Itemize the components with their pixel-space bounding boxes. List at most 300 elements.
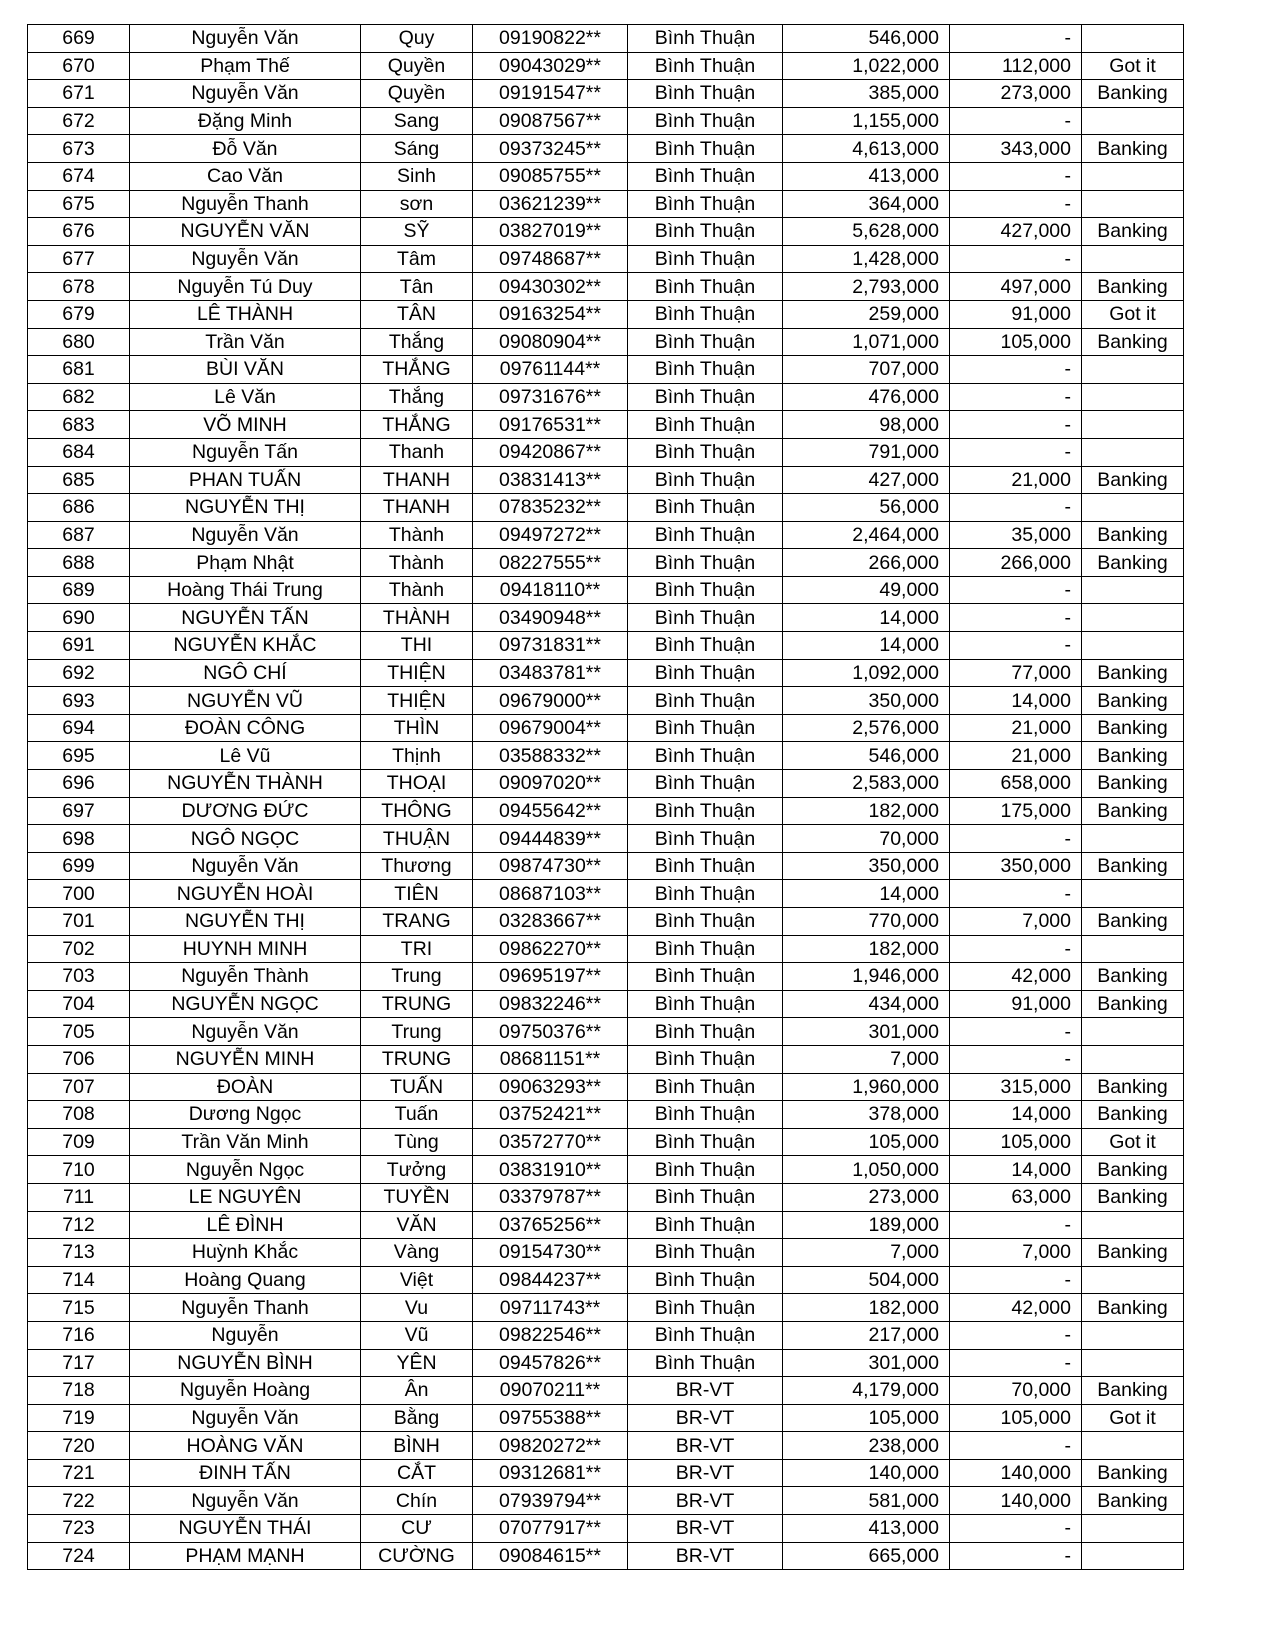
table-row — [28, 1101, 1184, 1129]
data-table — [27, 24, 1184, 1570]
row-number: 688 — [28, 549, 130, 577]
surname-cell: Hoàng Quang — [130, 1266, 361, 1294]
surname-cell: NGÔ NGỌC — [130, 825, 361, 853]
method-cell: Got it — [1082, 1128, 1184, 1156]
amount-cell: 1,946,000 — [783, 963, 950, 991]
phone-cell: 09457826** — [473, 1349, 628, 1377]
row-number: 671 — [28, 80, 130, 108]
phone-cell: 07077917** — [473, 1515, 628, 1543]
table-row — [28, 1045, 1184, 1073]
amount-cell: 14,000 — [783, 880, 950, 908]
paid-cell: - — [950, 1045, 1082, 1073]
amount-cell: 665,000 — [783, 1542, 950, 1570]
paid-cell: - — [950, 1211, 1082, 1239]
amount-cell: 2,464,000 — [783, 521, 950, 549]
method-cell — [1082, 1266, 1184, 1294]
surname-cell: NGUYỄN NGỌC — [130, 990, 361, 1018]
surname-cell: Nguyễn Thanh — [130, 190, 361, 218]
phone-cell: 03588332** — [473, 742, 628, 770]
amount-cell: 546,000 — [783, 25, 950, 53]
paid-cell: 35,000 — [950, 521, 1082, 549]
given-name-cell: Thành — [361, 521, 473, 549]
paid-cell: 350,000 — [950, 852, 1082, 880]
table-row — [28, 1018, 1184, 1046]
given-name-cell: Quyền — [361, 80, 473, 108]
province-cell: Bình Thuận — [628, 742, 783, 770]
table-row — [28, 218, 1184, 246]
amount-cell: 7,000 — [783, 1045, 950, 1073]
row-number: 720 — [28, 1432, 130, 1460]
method-cell — [1082, 1515, 1184, 1543]
amount-cell: 189,000 — [783, 1211, 950, 1239]
phone-cell: 03827019** — [473, 218, 628, 246]
row-number: 708 — [28, 1101, 130, 1129]
given-name-cell: TRI — [361, 935, 473, 963]
row-number: 710 — [28, 1156, 130, 1184]
surname-cell: NGUYỄN THÁI — [130, 1515, 361, 1543]
given-name-cell: Thành — [361, 549, 473, 577]
given-name-cell: SỸ — [361, 218, 473, 246]
phone-cell: 08227555** — [473, 549, 628, 577]
amount-cell: 49,000 — [783, 576, 950, 604]
table-row — [28, 576, 1184, 604]
province-cell: BR-VT — [628, 1404, 783, 1432]
method-cell: Banking — [1082, 852, 1184, 880]
amount-cell: 105,000 — [783, 1404, 950, 1432]
table-row — [28, 1321, 1184, 1349]
province-cell: Bình Thuận — [628, 1321, 783, 1349]
paid-cell: - — [950, 1018, 1082, 1046]
province-cell: Bình Thuận — [628, 245, 783, 273]
province-cell: Bình Thuận — [628, 576, 783, 604]
given-name-cell: Quy — [361, 25, 473, 53]
surname-cell: Phạm Thế — [130, 52, 361, 80]
surname-cell: Lê Văn — [130, 383, 361, 411]
amount-cell: 413,000 — [783, 162, 950, 190]
given-name-cell: THANH — [361, 466, 473, 494]
table-row — [28, 438, 1184, 466]
row-number: 709 — [28, 1128, 130, 1156]
row-number: 716 — [28, 1321, 130, 1349]
given-name-cell: Tâm — [361, 245, 473, 273]
method-cell: Banking — [1082, 659, 1184, 687]
surname-cell: Huỳnh Khắc — [130, 1239, 361, 1267]
table-row — [28, 1349, 1184, 1377]
surname-cell: Nguyễn Văn — [130, 80, 361, 108]
table-row — [28, 604, 1184, 632]
paid-cell: 21,000 — [950, 714, 1082, 742]
phone-cell: 09163254** — [473, 300, 628, 328]
row-number: 704 — [28, 990, 130, 1018]
province-cell: Bình Thuận — [628, 1156, 783, 1184]
method-cell: Banking — [1082, 1183, 1184, 1211]
phone-cell: 03379787** — [473, 1183, 628, 1211]
province-cell: Bình Thuận — [628, 604, 783, 632]
table-row — [28, 466, 1184, 494]
row-number: 719 — [28, 1404, 130, 1432]
amount-cell: 14,000 — [783, 632, 950, 660]
province-cell: Bình Thuận — [628, 190, 783, 218]
amount-cell: 1,155,000 — [783, 107, 950, 135]
surname-cell: NGUYỄN TẤN — [130, 604, 361, 632]
phone-cell: 09820272** — [473, 1432, 628, 1460]
given-name-cell: THÔNG — [361, 797, 473, 825]
phone-cell: 09418110** — [473, 576, 628, 604]
table-row — [28, 1542, 1184, 1570]
method-cell: Banking — [1082, 797, 1184, 825]
amount-cell: 140,000 — [783, 1459, 950, 1487]
paid-cell: 7,000 — [950, 1239, 1082, 1267]
amount-cell: 1,428,000 — [783, 245, 950, 273]
row-number: 701 — [28, 908, 130, 936]
paid-cell: 140,000 — [950, 1459, 1082, 1487]
paid-cell: - — [950, 632, 1082, 660]
paid-cell: 77,000 — [950, 659, 1082, 687]
amount-cell: 70,000 — [783, 825, 950, 853]
table-row — [28, 1266, 1184, 1294]
table-row — [28, 880, 1184, 908]
phone-cell: 09731676** — [473, 383, 628, 411]
method-cell — [1082, 1432, 1184, 1460]
province-cell: BR-VT — [628, 1459, 783, 1487]
row-number: 707 — [28, 1073, 130, 1101]
amount-cell: 266,000 — [783, 549, 950, 577]
table-row — [28, 714, 1184, 742]
given-name-cell: Thương — [361, 852, 473, 880]
method-cell: Banking — [1082, 80, 1184, 108]
surname-cell: Trần Văn Minh — [130, 1128, 361, 1156]
method-cell: Banking — [1082, 135, 1184, 163]
province-cell: Bình Thuận — [628, 1101, 783, 1129]
given-name-cell: TUYỀN — [361, 1183, 473, 1211]
surname-cell: NGUYỄN HOÀI — [130, 880, 361, 908]
given-name-cell: Tuấn — [361, 1101, 473, 1129]
row-number: 696 — [28, 770, 130, 798]
paid-cell: - — [950, 494, 1082, 522]
paid-cell: 140,000 — [950, 1487, 1082, 1515]
phone-cell: 09176531** — [473, 411, 628, 439]
paid-cell: - — [950, 1515, 1082, 1543]
method-cell: Banking — [1082, 273, 1184, 301]
surname-cell: Cao Văn — [130, 162, 361, 190]
given-name-cell: Tùng — [361, 1128, 473, 1156]
table-row — [28, 1211, 1184, 1239]
amount-cell: 4,179,000 — [783, 1377, 950, 1405]
paid-cell: 14,000 — [950, 1101, 1082, 1129]
table-row — [28, 908, 1184, 936]
method-cell — [1082, 383, 1184, 411]
paid-cell: - — [950, 411, 1082, 439]
given-name-cell: THÌN — [361, 714, 473, 742]
method-cell — [1082, 245, 1184, 273]
phone-cell: 09832246** — [473, 990, 628, 1018]
given-name-cell: THẮNG — [361, 356, 473, 384]
table-row — [28, 1128, 1184, 1156]
given-name-cell: TRUNG — [361, 1045, 473, 1073]
phone-cell: 08681151** — [473, 1045, 628, 1073]
row-number: 702 — [28, 935, 130, 963]
surname-cell: ĐOÀN — [130, 1073, 361, 1101]
method-cell — [1082, 1321, 1184, 1349]
surname-cell: NGUYỄN KHẮC — [130, 632, 361, 660]
paid-cell: 105,000 — [950, 1128, 1082, 1156]
surname-cell: Nguyễn Ngọc — [130, 1156, 361, 1184]
amount-cell: 434,000 — [783, 990, 950, 1018]
row-number: 723 — [28, 1515, 130, 1543]
phone-cell: 09679004** — [473, 714, 628, 742]
method-cell — [1082, 825, 1184, 853]
given-name-cell: Vu — [361, 1294, 473, 1322]
method-cell: Banking — [1082, 1156, 1184, 1184]
amount-cell: 7,000 — [783, 1239, 950, 1267]
row-number: 693 — [28, 687, 130, 715]
surname-cell: Nguyễn Văn — [130, 1404, 361, 1432]
province-cell: BR-VT — [628, 1377, 783, 1405]
table-row — [28, 190, 1184, 218]
province-cell: BR-VT — [628, 1432, 783, 1460]
method-cell — [1082, 494, 1184, 522]
method-cell — [1082, 632, 1184, 660]
given-name-cell: TÂN — [361, 300, 473, 328]
given-name-cell: TIÊN — [361, 880, 473, 908]
given-name-cell: Chín — [361, 1487, 473, 1515]
amount-cell: 14,000 — [783, 604, 950, 632]
surname-cell: Nguyễn Thanh — [130, 1294, 361, 1322]
method-cell: Banking — [1082, 714, 1184, 742]
row-number: 713 — [28, 1239, 130, 1267]
table-body — [28, 25, 1184, 1570]
phone-cell: 09190822** — [473, 25, 628, 53]
given-name-cell: TUẤN — [361, 1073, 473, 1101]
surname-cell: Nguyễn Thành — [130, 963, 361, 991]
method-cell: Banking — [1082, 549, 1184, 577]
table-row — [28, 1515, 1184, 1543]
table-row — [28, 300, 1184, 328]
phone-cell: 03483781** — [473, 659, 628, 687]
phone-cell: 09695197** — [473, 963, 628, 991]
row-number: 722 — [28, 1487, 130, 1515]
table-row — [28, 797, 1184, 825]
row-number: 669 — [28, 25, 130, 53]
amount-cell: 581,000 — [783, 1487, 950, 1515]
paid-cell: - — [950, 1321, 1082, 1349]
amount-cell: 105,000 — [783, 1128, 950, 1156]
row-number: 717 — [28, 1349, 130, 1377]
province-cell: Bình Thuận — [628, 466, 783, 494]
surname-cell: Nguyễn Hoàng — [130, 1377, 361, 1405]
paid-cell: - — [950, 1349, 1082, 1377]
given-name-cell: Sáng — [361, 135, 473, 163]
given-name-cell: Sinh — [361, 162, 473, 190]
paid-cell: - — [950, 245, 1082, 273]
amount-cell: 2,583,000 — [783, 770, 950, 798]
province-cell: Bình Thuận — [628, 1211, 783, 1239]
row-number: 691 — [28, 632, 130, 660]
paid-cell: 112,000 — [950, 52, 1082, 80]
province-cell: Bình Thuận — [628, 52, 783, 80]
table-row — [28, 1487, 1184, 1515]
given-name-cell: THIỆN — [361, 659, 473, 687]
province-cell: Bình Thuận — [628, 300, 783, 328]
row-number: 700 — [28, 880, 130, 908]
surname-cell: LÊ THÀNH — [130, 300, 361, 328]
given-name-cell: TRUNG — [361, 990, 473, 1018]
amount-cell: 707,000 — [783, 356, 950, 384]
row-number: 678 — [28, 273, 130, 301]
given-name-cell: sơn — [361, 190, 473, 218]
phone-cell: 09043029** — [473, 52, 628, 80]
province-cell: Bình Thuận — [628, 25, 783, 53]
table-row — [28, 1073, 1184, 1101]
province-cell: Bình Thuận — [628, 963, 783, 991]
phone-cell: 03572770** — [473, 1128, 628, 1156]
surname-cell: Nguyễn Văn — [130, 1018, 361, 1046]
method-cell — [1082, 1542, 1184, 1570]
row-number: 706 — [28, 1045, 130, 1073]
table-row — [28, 1183, 1184, 1211]
method-cell — [1082, 190, 1184, 218]
table-row — [28, 1404, 1184, 1432]
row-number: 679 — [28, 300, 130, 328]
amount-cell: 1,960,000 — [783, 1073, 950, 1101]
given-name-cell: THÀNH — [361, 604, 473, 632]
paid-cell: 70,000 — [950, 1377, 1082, 1405]
paid-cell: - — [950, 438, 1082, 466]
surname-cell: Đặng Minh — [130, 107, 361, 135]
province-cell: Bình Thuận — [628, 1349, 783, 1377]
paid-cell: 497,000 — [950, 273, 1082, 301]
row-number: 681 — [28, 356, 130, 384]
amount-cell: 273,000 — [783, 1183, 950, 1211]
table-row — [28, 411, 1184, 439]
table-row — [28, 328, 1184, 356]
surname-cell: Hoàng Thái Trung — [130, 576, 361, 604]
paid-cell: - — [950, 935, 1082, 963]
surname-cell: Nguyễn Văn — [130, 245, 361, 273]
table-row — [28, 135, 1184, 163]
table-row — [28, 659, 1184, 687]
paid-cell: - — [950, 1266, 1082, 1294]
paid-cell: 105,000 — [950, 1404, 1082, 1432]
paid-cell: - — [950, 162, 1082, 190]
paid-cell: 14,000 — [950, 1156, 1082, 1184]
paid-cell: 175,000 — [950, 797, 1082, 825]
table-row — [28, 245, 1184, 273]
amount-cell: 476,000 — [783, 383, 950, 411]
phone-cell: 09711743** — [473, 1294, 628, 1322]
method-cell — [1082, 162, 1184, 190]
phone-cell: 09862270** — [473, 935, 628, 963]
given-name-cell: THUẬN — [361, 825, 473, 853]
row-number: 674 — [28, 162, 130, 190]
phone-cell: 09097020** — [473, 770, 628, 798]
phone-cell: 09084615** — [473, 1542, 628, 1570]
table-row — [28, 935, 1184, 963]
method-cell: Got it — [1082, 52, 1184, 80]
province-cell: BR-VT — [628, 1515, 783, 1543]
province-cell: Bình Thuận — [628, 1266, 783, 1294]
method-cell — [1082, 604, 1184, 632]
given-name-cell: CƯỜNG — [361, 1542, 473, 1570]
table-row — [28, 273, 1184, 301]
paid-cell: 91,000 — [950, 990, 1082, 1018]
phone-cell: 09063293** — [473, 1073, 628, 1101]
row-number: 675 — [28, 190, 130, 218]
paid-cell: - — [950, 190, 1082, 218]
row-number: 685 — [28, 466, 130, 494]
method-cell: Banking — [1082, 963, 1184, 991]
phone-cell: 08687103** — [473, 880, 628, 908]
phone-cell: 09070211** — [473, 1377, 628, 1405]
amount-cell: 301,000 — [783, 1018, 950, 1046]
given-name-cell: Thanh — [361, 438, 473, 466]
phone-cell: 09844237** — [473, 1266, 628, 1294]
paid-cell: 658,000 — [950, 770, 1082, 798]
phone-cell: 09080904** — [473, 328, 628, 356]
row-number: 698 — [28, 825, 130, 853]
table-row — [28, 1294, 1184, 1322]
given-name-cell: Thành — [361, 576, 473, 604]
paid-cell: 105,000 — [950, 328, 1082, 356]
province-cell: Bình Thuận — [628, 1018, 783, 1046]
row-number: 718 — [28, 1377, 130, 1405]
phone-cell: 09085755** — [473, 162, 628, 190]
table-row — [28, 549, 1184, 577]
row-number: 672 — [28, 107, 130, 135]
phone-cell: 03831413** — [473, 466, 628, 494]
amount-cell: 238,000 — [783, 1432, 950, 1460]
table-row — [28, 632, 1184, 660]
paid-cell: - — [950, 880, 1082, 908]
given-name-cell: Bằng — [361, 1404, 473, 1432]
paid-cell: - — [950, 576, 1082, 604]
given-name-cell: Thắng — [361, 383, 473, 411]
row-number: 697 — [28, 797, 130, 825]
phone-cell: 03752421** — [473, 1101, 628, 1129]
given-name-cell: Tưởng — [361, 1156, 473, 1184]
method-cell: Banking — [1082, 1459, 1184, 1487]
amount-cell: 546,000 — [783, 742, 950, 770]
phone-cell: 09154730** — [473, 1239, 628, 1267]
surname-cell: ĐOÀN CÔNG — [130, 714, 361, 742]
phone-cell: 09444839** — [473, 825, 628, 853]
surname-cell: Nguyễn Văn — [130, 1487, 361, 1515]
surname-cell: Nguyễn Văn — [130, 852, 361, 880]
row-number: 684 — [28, 438, 130, 466]
row-number: 721 — [28, 1459, 130, 1487]
amount-cell: 2,793,000 — [783, 273, 950, 301]
table-row — [28, 1239, 1184, 1267]
paid-cell: - — [950, 383, 1082, 411]
province-cell: Bình Thuận — [628, 880, 783, 908]
given-name-cell: Tân — [361, 273, 473, 301]
table-row — [28, 107, 1184, 135]
province-cell: Bình Thuận — [628, 411, 783, 439]
paid-cell: - — [950, 604, 1082, 632]
row-number: 703 — [28, 963, 130, 991]
surname-cell: PHẠM MẠNH — [130, 1542, 361, 1570]
province-cell: Bình Thuận — [628, 80, 783, 108]
method-cell: Banking — [1082, 1294, 1184, 1322]
method-cell: Banking — [1082, 770, 1184, 798]
row-number: 687 — [28, 521, 130, 549]
phone-cell: 09497272** — [473, 521, 628, 549]
phone-cell: 03283667** — [473, 908, 628, 936]
paid-cell: - — [950, 356, 1082, 384]
method-cell: Banking — [1082, 1487, 1184, 1515]
phone-cell: 09761144** — [473, 356, 628, 384]
row-number: 686 — [28, 494, 130, 522]
